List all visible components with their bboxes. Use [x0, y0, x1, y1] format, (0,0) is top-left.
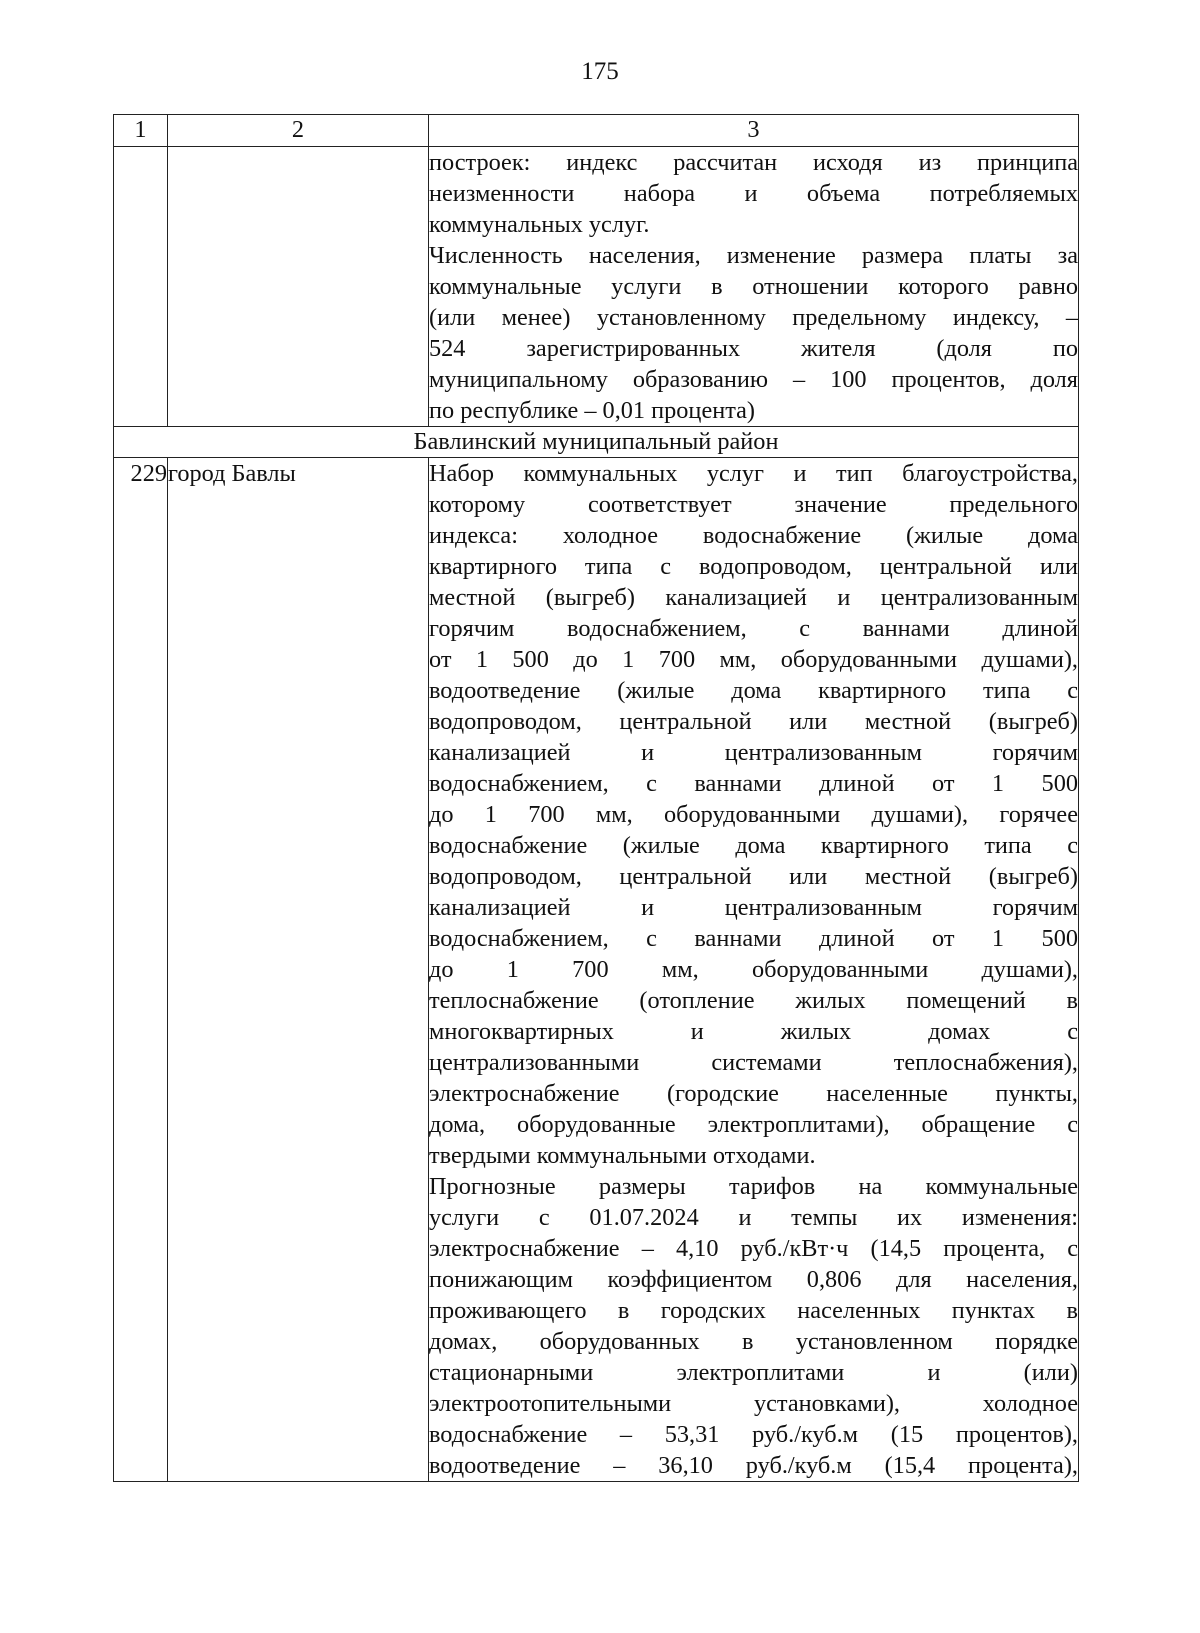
text-line: Набор коммунальных услуг и тип благоустройства,: [429, 460, 1078, 487]
header-col-3: 3: [429, 115, 1079, 147]
text-line: канализацией и централизованным горячим: [429, 739, 1078, 766]
table-header-row: [114, 115, 1079, 147]
text-line: водоснабжением, с ваннами длиной от 1 500: [429, 770, 1078, 797]
text-line: Численность населения, изменение размера платы за: [429, 242, 1078, 269]
text-line: проживающего в городских населенных пунктах в: [429, 1297, 1078, 1324]
header-col-2: 2: [168, 115, 429, 147]
paragraph: [429, 1171, 1078, 1481]
table-row-229: [114, 458, 1079, 1482]
paragraph: [429, 240, 1078, 426]
text-line: водоснабжением, с ваннами длиной от 1 500: [429, 925, 1078, 952]
text-line: домах, оборудованных в установленном порядке: [429, 1328, 1078, 1355]
text-line: квартирного типа с водопроводом, центральной или: [429, 553, 1078, 580]
text-line: муниципальному образованию – 100 процентов, доля: [429, 366, 1078, 393]
text-line: понижающим коэффициентом 0,806 для населения,: [429, 1266, 1078, 1293]
text-line: канализацией и централизованным горячим: [429, 894, 1078, 921]
header-col-1: 1: [114, 115, 168, 147]
text-line: услуги с 01.07.2024 и темпы их изменения:: [429, 1204, 1078, 1231]
text-line: индекса: холодное водоснабжение (жилые дома: [429, 522, 1078, 549]
text-line: электроснабжение (городские населенные пункты,: [429, 1080, 1078, 1107]
municipality-name-cell: город Бавлы: [168, 458, 429, 1482]
text-line: водопроводом, центральной или местной (выгреб): [429, 863, 1078, 890]
text-line: от 1 500 до 1 700 мм, оборудованными душами),: [429, 646, 1078, 673]
text-line: которому соответствует значение предельного: [429, 491, 1078, 518]
text-line: многоквартирных и жилых домах с: [429, 1018, 1078, 1045]
text-line: 524 зарегистрированных жителя (доля по: [429, 335, 1078, 362]
text-line: Прогнозные размеры тарифов на коммунальные: [429, 1173, 1078, 1200]
text-line: горячим водоснабжением, с ваннами длиной: [429, 615, 1078, 642]
text-line: до 1 700 мм, оборудованными душами),: [429, 956, 1078, 983]
page-number: 175: [581, 58, 619, 85]
text-line: водоотведение – 36,10 руб./куб.м (15,4 процента),: [429, 1452, 1078, 1479]
description-cell: [429, 147, 1079, 427]
text-line: коммунальных услуг.: [429, 211, 650, 238]
text-line: теплоснабжение (отопление жилых помещений в: [429, 987, 1078, 1014]
text-line: водоотведение (жилые дома квартирного типа с: [429, 677, 1078, 704]
text-line: местной (выгреб) канализацией и централизованным: [429, 584, 1078, 611]
text-line: (или менее) установленному предельному индексу, –: [429, 304, 1078, 331]
text-line: водопроводом, центральной или местной (выгреб): [429, 708, 1078, 735]
text-line: водоснабжение (жилые дома квартирного типа с: [429, 832, 1078, 859]
section-title: Бавлинский муниципальный район: [114, 427, 1079, 458]
text-line: стационарными электроплитами и (или): [429, 1359, 1078, 1386]
text-line: дома, оборудованные электроплитами), обращение с: [429, 1111, 1078, 1138]
text-line: твердыми коммунальными отходами.: [429, 1142, 816, 1169]
text-line: водоснабжение – 53,31 руб./куб.м (15 процентов),: [429, 1421, 1078, 1448]
table-row-continued: [114, 147, 1079, 427]
text-line: централизованными системами теплоснабжения),: [429, 1049, 1078, 1076]
municipality-name-cell: [168, 147, 429, 427]
text-line: до 1 700 мм, оборудованными душами), горячее: [429, 801, 1078, 828]
text-line: неизменности набора и объема потребляемых: [429, 180, 1078, 207]
tariff-table: [113, 114, 1079, 1482]
text-line: электроотопительными установками), холодное: [429, 1390, 1078, 1417]
description-cell: [429, 458, 1079, 1482]
text-line: по республике – 0,01 процента): [429, 397, 756, 424]
text-line: построек: индекс рассчитан исходя из принципа: [429, 149, 1078, 176]
text-line: коммунальные услуги в отношении которого равно: [429, 273, 1078, 300]
section-row: [114, 427, 1079, 458]
paragraph: [429, 458, 1078, 1171]
row-number-cell: 229: [114, 458, 168, 1482]
row-number-cell: [114, 147, 168, 427]
paragraph: [429, 147, 1078, 240]
text-line: электроснабжение – 4,10 руб./кВт·ч (14,5 процента, с: [429, 1235, 1078, 1262]
